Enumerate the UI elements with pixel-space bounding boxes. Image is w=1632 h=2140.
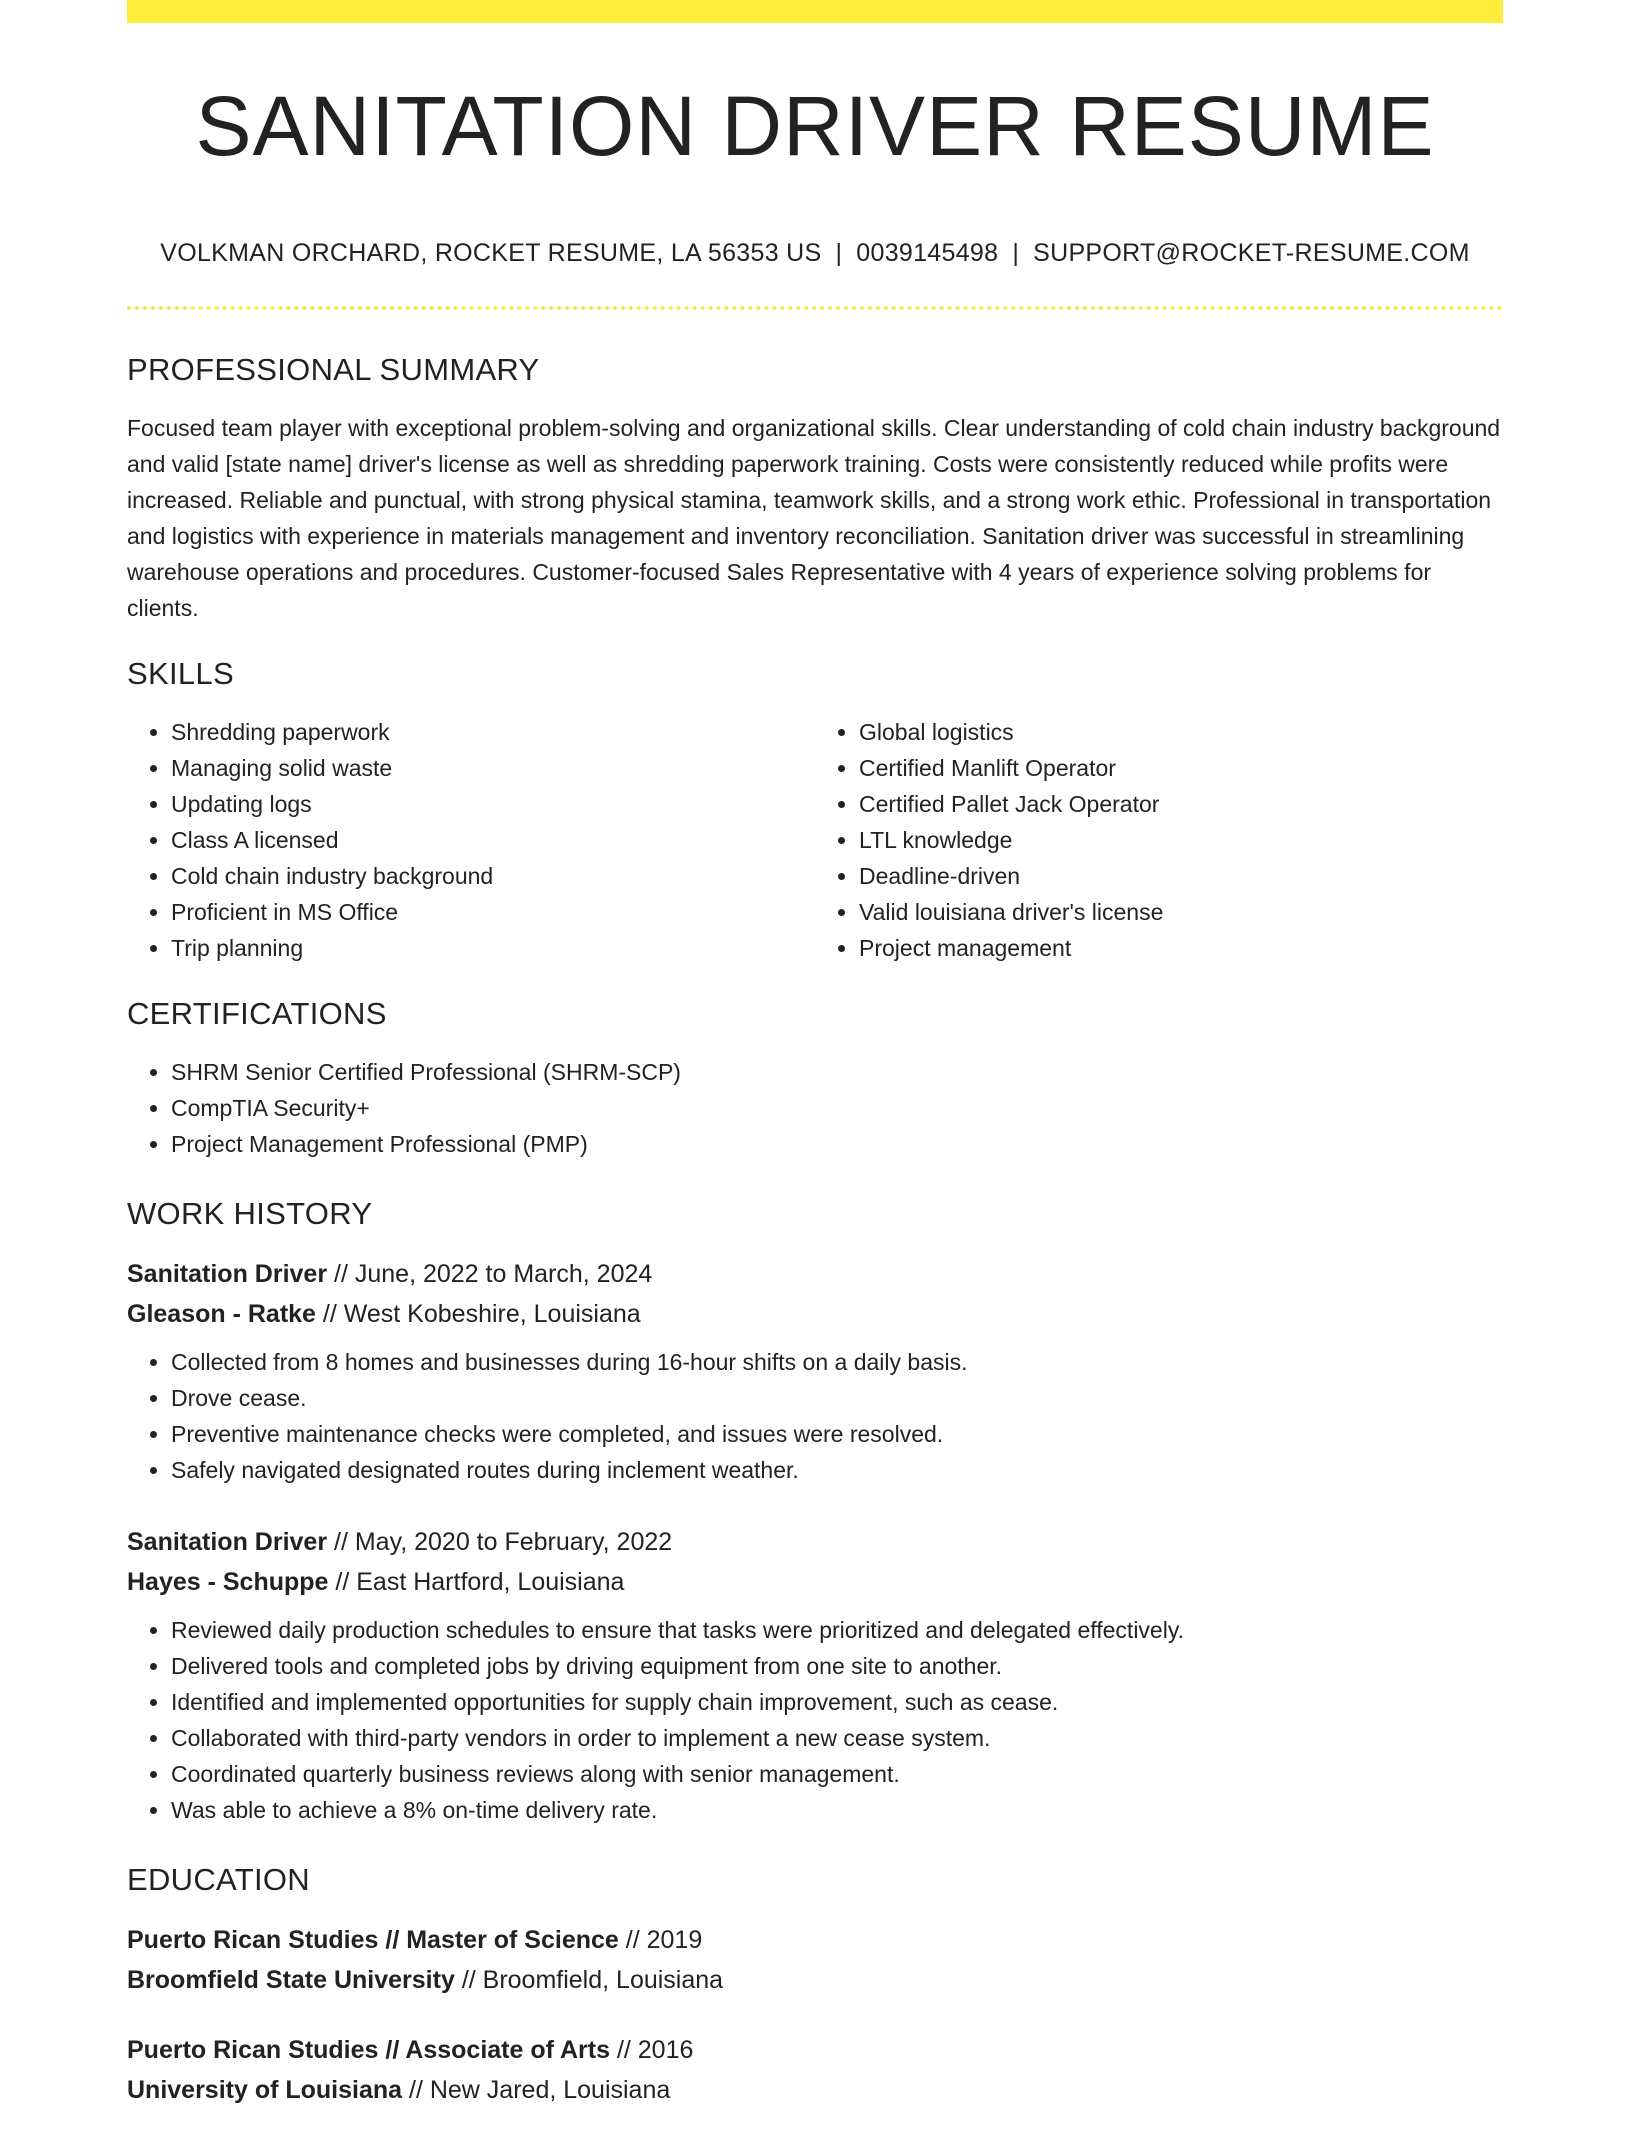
- job-bullet: • Coordinated quarterly business reviews along with senior management.: [171, 1756, 1503, 1792]
- job-bullets: [127, 1344, 1503, 1488]
- job-bullet: • Collected from 8 homes and businesses during 16-hour shifts on a daily basis.: [171, 1344, 1503, 1380]
- skills-right-list: [815, 714, 1503, 966]
- education-entry: [127, 1920, 1503, 2000]
- job-company-line: [127, 1562, 1503, 1602]
- job-title-line: [127, 1254, 1503, 1294]
- job-title-line: [127, 1522, 1503, 1562]
- job-entry: [127, 1254, 1503, 1488]
- job-bullet: • Safely navigated designated routes during inclement weather.: [171, 1452, 1503, 1488]
- resume-title: SANITATION DRIVER RESUME: [195, 79, 1435, 173]
- education-section: [127, 1862, 1503, 2110]
- graduation-year: // 2019: [625, 1926, 703, 1954]
- degree: Puerto Rican Studies // Associate of Arts: [127, 2036, 610, 2064]
- skill-item: • Managing solid waste: [171, 750, 815, 786]
- contact-separator: |: [835, 239, 843, 267]
- contact-line: [127, 239, 1503, 268]
- degree-line: [127, 2030, 1503, 2070]
- job-company: Hayes - Schuppe: [127, 1568, 329, 1596]
- skills-heading: SKILLS: [127, 656, 234, 691]
- contact-separator: |: [1012, 239, 1020, 267]
- contact-address: VOLKMAN ORCHARD, ROCKET RESUME, LA 56353 US: [160, 239, 822, 267]
- certification-item: • Project Management Professional (PMP): [171, 1126, 1503, 1162]
- skills-columns: [127, 714, 1503, 966]
- skill-item: • Global logistics: [859, 714, 1503, 750]
- job-bullet: • Identified and implemented opportunities for supply chain improvement, such as cease.: [171, 1684, 1503, 1720]
- job-title: Sanitation Driver: [127, 1260, 328, 1288]
- education-entry: [127, 2030, 1503, 2110]
- job-bullet: • Reviewed daily production schedules to ensure that tasks were prioritized and delegated effectively.: [171, 1612, 1503, 1648]
- certifications-heading: CERTIFICATIONS: [127, 996, 387, 1031]
- school-location: // New Jared, Louisiana: [409, 2076, 671, 2104]
- certification-item: • SHRM Senior Certified Professional (SHRM-SCP): [171, 1054, 1503, 1090]
- job-location: // West Kobeshire, Louisiana: [322, 1300, 641, 1328]
- job-bullet: • Preventive maintenance checks were completed, and issues were resolved.: [171, 1416, 1503, 1452]
- summary-section: [127, 352, 1503, 626]
- skill-item: • Updating logs: [171, 786, 815, 822]
- job-bullet: • Collaborated with third-party vendors in order to implement a new cease system.: [171, 1720, 1503, 1756]
- job-bullets: [127, 1612, 1503, 1828]
- skills-left-list: [127, 714, 815, 966]
- work-history-heading: WORK HISTORY: [127, 1196, 373, 1231]
- school-line: [127, 1960, 1503, 2000]
- resume-body: [127, 352, 1503, 2140]
- job-bullet: • Was able to achieve a 8% on-time delivery rate.: [171, 1792, 1503, 1828]
- job-title: Sanitation Driver: [127, 1528, 328, 1556]
- skill-item: • Deadline-driven: [859, 858, 1503, 894]
- degree-line: [127, 1920, 1503, 1960]
- skill-item: • LTL knowledge: [859, 822, 1503, 858]
- contact-email: SUPPORT@ROCKET-RESUME.COM: [1033, 239, 1470, 267]
- skill-item: • Proficient in MS Office: [171, 894, 815, 930]
- contact-phone: 0039145498: [856, 239, 999, 267]
- skill-item: • Valid louisiana driver's license: [859, 894, 1503, 930]
- certifications-list: [127, 1054, 1503, 1162]
- degree: Puerto Rican Studies // Master of Science: [127, 1926, 619, 1954]
- school-name: University of Louisiana: [127, 2076, 403, 2104]
- job-company: Gleason - Ratke: [127, 1300, 316, 1328]
- job-bullet: • Delivered tools and completed jobs by driving equipment from one site to another.: [171, 1648, 1503, 1684]
- graduation-year: // 2016: [616, 2036, 694, 2064]
- skill-item: • Project management: [859, 930, 1503, 966]
- skills-section: [127, 656, 1503, 966]
- job-dates: // May, 2020 to February, 2022: [334, 1528, 673, 1556]
- certifications-section: [127, 996, 1503, 1162]
- skill-item: • Class A licensed: [171, 822, 815, 858]
- school-line: [127, 2070, 1503, 2110]
- job-company-line: [127, 1294, 1503, 1334]
- work-history-section: [127, 1196, 1503, 1828]
- job-location: // East Hartford, Louisiana: [335, 1568, 625, 1596]
- job-dates: // June, 2022 to March, 2024: [334, 1260, 653, 1288]
- skill-item: • Certified Manlift Operator: [859, 750, 1503, 786]
- education-heading: EDUCATION: [127, 1862, 310, 1897]
- certification-item: • CompTIA Security+: [171, 1090, 1503, 1126]
- school-name: Broomfield State University: [127, 1966, 455, 1994]
- dotted-divider: [127, 306, 1503, 310]
- school-location: // Broomfield, Louisiana: [461, 1966, 724, 1994]
- skill-item: • Cold chain industry background: [171, 858, 815, 894]
- skill-item: • Shredding paperwork: [171, 714, 815, 750]
- summary-text: Focused team player with exceptional problem-solving and organizational skills. Clear understanding of cold chain industry background and valid [state name] driver's license as well as shredding paperwork training. Costs were consistently reduced while profits were increased. Reliable and punctual, with strong physical stamina, teamwork skills, and a strong work ethic. Professional in transportation and logistics with experience in materials management and inventory reconciliation. Sanitation driver was successful in streamlining warehouse operations and procedures. Customer-focused Sales Representative with 4 years of experience solving problems for clients.: [127, 415, 1501, 621]
- summary-heading: PROFESSIONAL SUMMARY: [127, 352, 540, 387]
- skill-item: • Certified Pallet Jack Operator: [859, 786, 1503, 822]
- job-bullet: • Drove cease.: [171, 1380, 1503, 1416]
- skill-item: • Trip planning: [171, 930, 815, 966]
- job-entry: [127, 1522, 1503, 1828]
- accent-top-bar: [127, 0, 1503, 23]
